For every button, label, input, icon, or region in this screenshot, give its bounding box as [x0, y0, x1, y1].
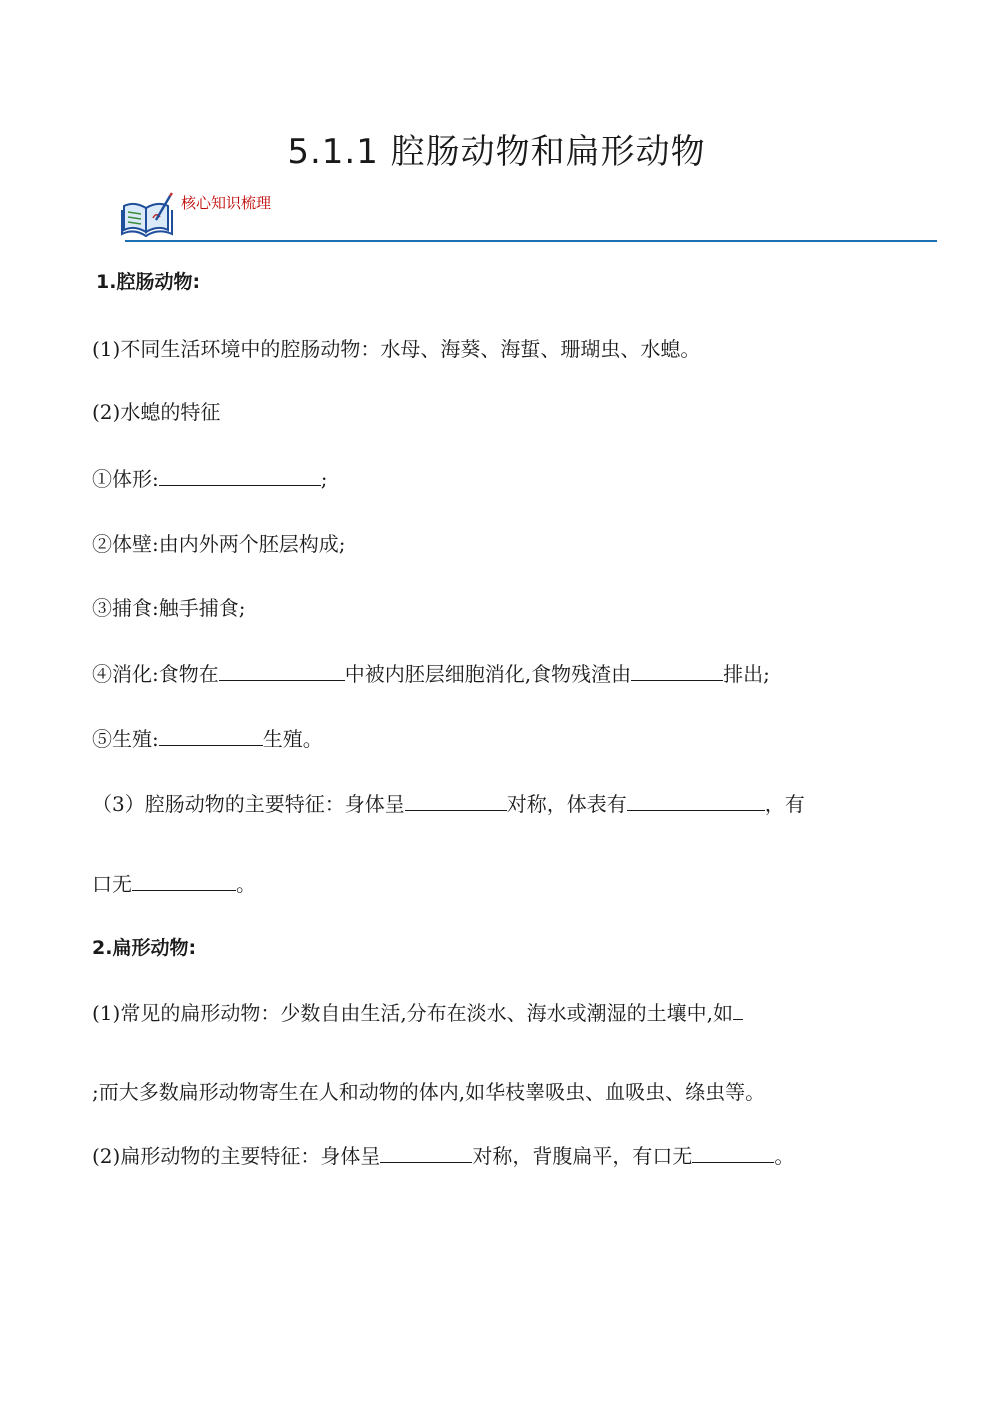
item-suffix: 排出; — [723, 662, 770, 686]
paragraph-environments: (1)不同生活环境中的腔肠动物：水母、海葵、海蜇、珊瑚虫、水螅。 — [92, 337, 701, 361]
paragraph-flatworm-features — [92, 1142, 794, 1170]
open-book-icon — [120, 192, 174, 238]
answer-blank[interactable] — [631, 660, 723, 681]
paragraph-main-features — [92, 790, 805, 818]
answer-blank[interactable] — [159, 465, 321, 486]
item-feeding: ③捕食:触手捕食; — [92, 596, 246, 620]
paragraph-text: (1)常见的扁形动物：少数自由生活,分布在淡水、海水或潮湿的土壤中,如 — [92, 1001, 734, 1025]
item-label: ①体形: — [92, 467, 159, 491]
paragraph-hydra-features: (2)水螅的特征 — [92, 400, 221, 424]
page-title: 5.1.1 腔肠动物和扁形动物 — [287, 132, 706, 172]
paragraph-text: 。 — [774, 1144, 795, 1168]
item-body-wall: ②体壁:由内外两个胚层构成; — [92, 532, 346, 556]
paragraph-parasitic-flatworms: ;而大多数扁形动物寄生在人和动物的体内,如华枝睾吸虫、血吸虫、绦虫等。 — [92, 1080, 766, 1104]
paragraph-text: (2)扁形动物的主要特征：身体呈 — [92, 1144, 381, 1168]
paragraph-text: 口无 — [92, 872, 132, 896]
paragraph-main-features-cont — [92, 870, 256, 898]
section-tag: 核心知识梳理 — [181, 194, 272, 212]
paragraph-text: （3）腔肠动物的主要特征：身体呈 — [92, 792, 405, 816]
divider — [125, 240, 937, 242]
item-text: 中被内胚层细胞消化,食物残渣由 — [344, 662, 632, 686]
item-label: ⑤生殖: — [92, 727, 159, 751]
answer-blank[interactable] — [733, 999, 743, 1020]
paragraph-common-flatworms — [92, 999, 743, 1027]
answer-blank[interactable] — [692, 1142, 774, 1163]
answer-blank[interactable] — [132, 870, 236, 891]
paragraph-text: 对称，体表有 — [506, 792, 627, 816]
answer-blank[interactable] — [380, 1142, 472, 1163]
item-digestion — [92, 660, 770, 688]
paragraph-text: 。 — [236, 872, 256, 896]
item-reproduction — [92, 725, 323, 753]
item-suffix: ; — [320, 467, 328, 491]
item-suffix: 生殖。 — [262, 727, 323, 751]
answer-blank[interactable] — [219, 660, 345, 681]
heading-flatworms: 2.扁形动物: — [92, 937, 197, 959]
paragraph-text: ，有 — [764, 792, 805, 816]
heading-coelenterates: 1.腔肠动物: — [96, 271, 201, 293]
answer-blank[interactable] — [159, 725, 263, 746]
item-body-shape — [92, 465, 328, 493]
item-label: ④消化:食物在 — [92, 662, 219, 686]
paragraph-text: 对称，背腹扁平，有口无 — [472, 1144, 693, 1168]
answer-blank[interactable] — [405, 790, 507, 811]
answer-blank[interactable] — [627, 790, 765, 811]
